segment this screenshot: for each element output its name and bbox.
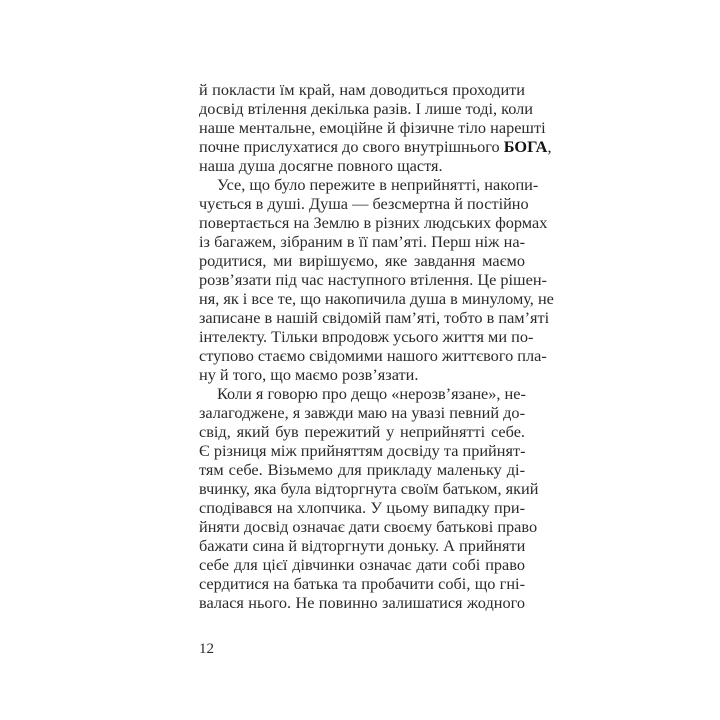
text-line: повертається на Землю в різних людських формах <box>199 213 548 232</box>
text-line: родитися, ми вирішуємо, яке завдання маємо <box>199 251 525 270</box>
text-line: ну й того, що маємо розв’язати. <box>199 365 419 384</box>
paragraph <box>199 384 539 612</box>
paragraph <box>199 175 554 384</box>
text-line: досвід втілення декілька разів. І лише тоді, коли <box>199 99 534 118</box>
text-line: бажати сина й відторгнути доньку. А прийняти <box>199 536 526 555</box>
text-segment: почне прислухатися до свого внутрішнього <box>199 137 504 156</box>
text-line: залагоджене, я завжди маю на увазі певний до- <box>199 403 525 422</box>
text-line: записане в нашій свідомій пам’яті, тобто в пам’яті <box>199 308 550 327</box>
text-line: вчинку, яка була відторгнута своїм батьком, який <box>199 479 539 498</box>
text-line: ня, як і все те, що накопичила душа в минулому, не <box>199 289 554 308</box>
text-line: розв’язати під час наступного втілення. Це рішен- <box>199 270 547 289</box>
text-line: тям себе. Візьмемо для прикладу маленьку ді- <box>199 460 525 479</box>
text-line: із багажем, зібраним в її пам’яті. Перш ніж на- <box>199 232 525 251</box>
text-line: йняти досвід означає дати своєму батькові право <box>199 517 538 536</box>
text-line: Усе, що було пережите в неприйнятті, накопи- <box>217 175 539 194</box>
bold-word: БОГА <box>503 137 548 156</box>
text-segment: , <box>547 137 552 156</box>
text-line: Коли я говорю про дещо «нерозв’язане», не- <box>217 384 526 403</box>
text-line: свід, який був пережитий у неприйнятті себе. <box>199 422 525 441</box>
text-line: наше ментальне, емоційне й фізичне тіло нарешті <box>199 118 546 137</box>
text-line: чується в душі. Душа — безсмертна й постійно <box>199 194 529 213</box>
text-line: сердитися на батька та пробачити собі, що гні- <box>199 574 525 593</box>
text-line: наша душа досягне повного щастя. <box>199 156 443 175</box>
text-line: ступово стаємо свідомими нашого життєвого пла- <box>199 346 547 365</box>
text-line: Є різниця між прийняттям досвіду та прийнят- <box>199 441 526 460</box>
text-line <box>199 137 552 156</box>
page-number: 12 <box>199 641 214 657</box>
text-line: валася нього. Не повинно залишатися жодного <box>199 593 525 612</box>
body-text <box>199 80 554 612</box>
text-line: себе для цієї дівчинки означає дати собі право <box>199 555 525 574</box>
text-line: сподівався на хлопчика. У цьому випадку при- <box>199 498 525 517</box>
text-line: й покласти їм край, нам доводиться проходити <box>199 80 525 99</box>
paragraph <box>199 80 552 175</box>
text-line: інтелекту. Тільки впродовж усього життя ми по- <box>199 327 534 346</box>
